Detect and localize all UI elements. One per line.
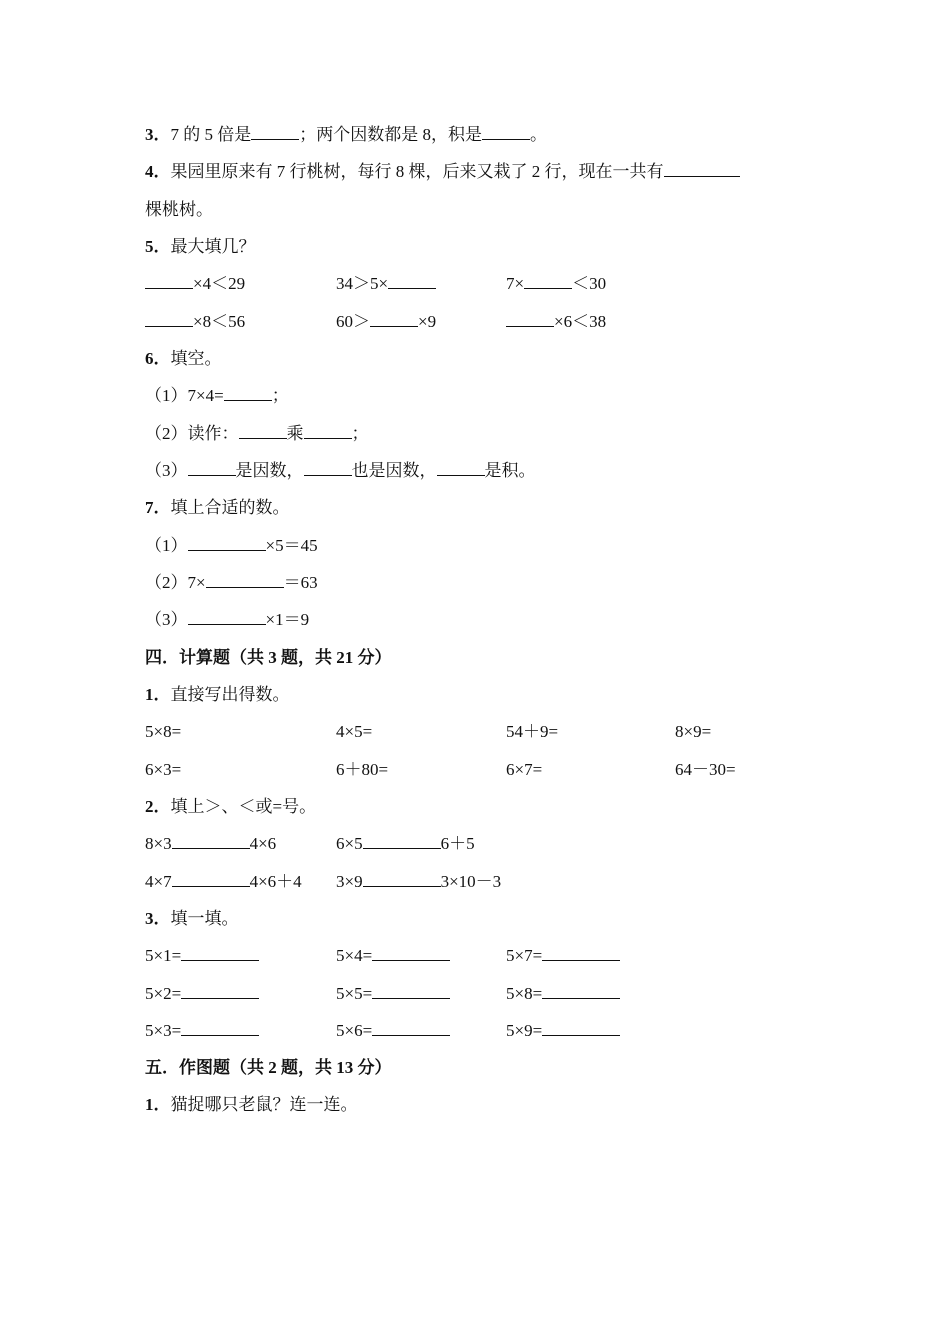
question-7-part-2: （2）7× ＝63	[145, 573, 318, 592]
answer-blank[interactable]	[188, 460, 236, 476]
question-4-cont: 棵桃树。	[145, 200, 213, 219]
answer-blank[interactable]	[304, 423, 352, 439]
answer-blank[interactable]	[145, 311, 193, 327]
answer-blank[interactable]	[542, 1020, 620, 1036]
question-3: 3．7 的 5 倍是 ；两个因数都是 8，积是 。	[145, 125, 547, 144]
answer-blank[interactable]	[506, 311, 554, 327]
question-number: 1．	[145, 685, 171, 704]
answer-blank[interactable]	[304, 460, 352, 476]
answer-blank[interactable]	[363, 871, 441, 887]
question-5: 5．最大填几？	[145, 237, 256, 256]
answer-blank[interactable]	[370, 311, 418, 327]
question-number: 4．	[145, 162, 171, 181]
question-number: 3．	[145, 125, 171, 144]
question-7: 7．填上合适的数。	[145, 498, 290, 517]
calc-question-1: 1．直接写出得数。	[145, 685, 290, 704]
answer-blank[interactable]	[181, 1020, 259, 1036]
answer-blank[interactable]	[188, 609, 266, 625]
answer-blank[interactable]	[372, 1020, 450, 1036]
question-number: 3．	[145, 909, 171, 928]
answer-blank[interactable]	[363, 833, 441, 849]
question-number: 1．	[145, 1095, 171, 1114]
answer-blank[interactable]	[188, 535, 266, 551]
answer-blank[interactable]	[251, 124, 299, 140]
section-4-heading: 四．计算题（共 3 题，共 21 分）	[145, 648, 392, 667]
answer-blank[interactable]	[388, 273, 436, 289]
answer-blank[interactable]	[239, 423, 287, 439]
question-6-part-3: （3） 是因数， 也是因数， 是积。	[145, 461, 536, 480]
answer-blank[interactable]	[145, 273, 193, 289]
answer-blank[interactable]	[542, 945, 620, 961]
question-7-part-3: （3） ×1＝9	[145, 610, 310, 629]
question-7-part-1: （1） ×5＝45	[145, 536, 318, 555]
question-number: 7．	[145, 498, 171, 517]
answer-blank[interactable]	[482, 124, 530, 140]
question-6-part-1: （1）7×4= ；	[145, 386, 289, 405]
worksheet-page: 3．7 的 5 倍是 ；两个因数都是 8，积是 。 4．果园里原来有 7 行桃树，每行 8 棵，后来又栽了 2 行，现在一共有 棵桃树。 5．最大填几？ ×4＜29 34＞5× 7× ＜30 ×8＜56 60＞ ×9 ×6＜38 6．填空。 （1）7×4= ； （2）读作： 乘 ； （3） 是因数， 也是因数， 是积。 7．填上合适的数。 （1） ×5＝45 （2）7× ＝63 （3） ×1＝9 四．计算题（共 3 题，共 21 分） 1．直接写出得数。 5×8= 4×5= 54＋9= 8×9= 6×3= 6＋80= 6×7= 64－30= 2．填上＞、＜或=号。 8×3 4×6 6×5 6＋5 4×7 4×6＋4 3×9 3×10－3 3．填一填。 5×1= 5×4= 5×7= 5×2= 5×5= 5×8= 5×3= 5×6= 5×9= 五．作图题（共 2 题，共 13 分） 1．猫捉哪只老鼠？连一连。	[0, 0, 950, 1344]
question-4: 4．果园里原来有 7 行桃树，每行 8 棵，后来又栽了 2 行，现在一共有	[145, 160, 740, 184]
question-6: 6．填空。	[145, 349, 222, 368]
question-6-part-2: （2）读作： 乘 ；	[145, 424, 369, 443]
question-number: 6．	[145, 349, 171, 368]
answer-blank[interactable]	[437, 460, 485, 476]
answer-blank[interactable]	[206, 572, 284, 588]
answer-blank[interactable]	[524, 273, 572, 289]
answer-blank[interactable]	[542, 983, 620, 999]
answer-blank[interactable]	[181, 945, 259, 961]
drawing-question-1: 1．猫捉哪只老鼠？连一连。	[145, 1095, 358, 1114]
answer-blank[interactable]	[224, 385, 272, 401]
section-5-heading: 五．作图题（共 2 题，共 13 分）	[145, 1058, 392, 1077]
calc-question-2: 2．填上＞、＜或=号。	[145, 797, 317, 816]
question-number: 2．	[145, 797, 171, 816]
answer-blank[interactable]	[664, 161, 740, 177]
question-number: 5．	[145, 237, 171, 256]
answer-blank[interactable]	[172, 833, 250, 849]
answer-blank[interactable]	[372, 983, 450, 999]
answer-blank[interactable]	[181, 983, 259, 999]
answer-blank[interactable]	[372, 945, 450, 961]
answer-blank[interactable]	[172, 871, 250, 887]
calc-question-3: 3．填一填。	[145, 909, 239, 928]
